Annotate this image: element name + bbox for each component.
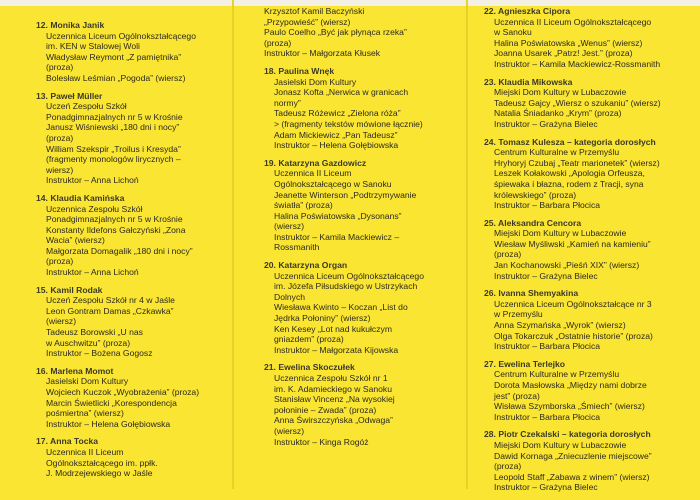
entry-line: wiersz) [46,164,74,175]
participant-entry [36,193,226,278]
entry-line: (wiersz) [274,425,305,436]
participant-entry [484,218,694,282]
entry-line: w Przemyślu [494,309,543,320]
entry-line: Ogólnokształcącego w Sanoku [274,178,392,189]
entry-line: Uczeń Zespołu Szkół [46,101,127,112]
entry-line: Instruktor – Grażyna Bielec [494,118,598,129]
participant-entry [36,366,226,430]
entry-line: (proza) [494,249,522,260]
entry-line: Leopold Staff „Zabawa z winem” (wiersz) [494,471,650,482]
entry-line: (fragmenty monologów lirycznych – [46,154,181,165]
entry-line: Bolesław Leśmian „Pogoda” (wiersz) [46,72,186,83]
participant-entry [484,6,694,70]
participant-heading: 15. Kamil Rodak [36,284,103,295]
entry-line: Adam Mickiewicz „Pan Tadeusz” [274,129,398,140]
participant-heading: 23. Klaudia Mikowska [484,76,573,87]
entry-line: Ponadgimnazjalnych nr 5 w Krośnie [46,111,183,122]
entry-line: Miejski Dom Kultury w Lubaczowie [494,439,627,450]
participant-entry [264,158,459,253]
entry-line: Instruktor – Helena Gołębiowska [274,140,399,151]
entry-line: Leon Gontram Damas „Czkawka” [46,305,174,316]
entry-line: Jasielski Dom Kultury [274,76,357,87]
participant-entry [36,285,226,359]
entry-line: Małgorzata Domagalik „180 dni i nocy” [46,245,193,256]
entry-line: (proza) [264,37,292,48]
entry-line: Tadeusz Różewicz „Zielona róża” [274,108,401,119]
entry-line: jest” (proza) [494,390,540,401]
entry-line: Uczennica II Liceum [274,168,352,179]
entry-line: śpiewaka i błazna, rodem z Tracji, syna [494,178,644,189]
entry-line: Krzysztof Kamil Baczyński [264,6,365,16]
entry-line: Tadeusz Borowski „U nas [46,327,143,338]
entry-line: Instruktor – Grażyna Bielec [494,270,598,281]
entry-line: połoninie – Zwada” (proza) [274,404,377,415]
entry-line: Natalia Śniadanko „Krym” (proza) [494,108,622,119]
participant-heading: 22. Agnieszka Cipora [484,6,571,16]
entry-line: Ken Kesey „Lot nad kukułczym [274,323,392,334]
entry-line: Marcin Świetlicki „Korespondencja [46,397,177,408]
entry-line: William Szekspir „Troilus i Kresyda” [46,143,181,154]
entry-line: Władysław Reymont „Z pamiętnika” [46,51,182,62]
participant-heading: 12. Monika Janik [36,20,105,30]
entry-line: Leszek Kołakowski „Apologia Orfeusza, [494,168,645,179]
entry-line: Uczennica Zespołu Szkół nr 1 [274,373,388,383]
entry-line: Wisława Szymborska „Śmiech” (wiersz) [494,401,645,412]
entry-line: Centrum Kulturalne w Przemyślu [494,369,620,380]
entry-line: im. Józefa Piłsudskiego w Ustrzykach [274,281,418,292]
fold-line-right [466,0,468,489]
participant-heading: 24. Tomasz Kulesza – kategoria dorosłych [484,136,656,147]
entry-line: Ponadgimnazjalnych nr 5 w Krośnie [46,214,183,225]
participant-heading: 25. Aleksandra Cencora [484,217,582,228]
entry-line: Wiesława Kwinto – Koczan „List do [274,302,408,313]
entry-line: (proza) [46,62,74,73]
entry-line: Konstanty Ildefons Gałczyński „Zona [46,224,186,235]
entry-line: (proza) [46,132,74,143]
entry-line: Instruktor – Grażyna Bielec [494,482,598,493]
participant-heading: 28. Piotr Czekalski – kategoria dorosłych [484,429,651,440]
entry-line: Uczennica Zespołu Szkół [46,203,143,214]
entry-line: w Auschwitzu” (proza) [46,337,131,348]
fold-line-left [232,0,234,489]
entry-line: Halina Poświatowska „Wenus” (wiersz) [494,37,643,48]
entry-line: Wiesław Myśliwski „Kamień na kamieniu” [494,238,651,249]
entry-line: Instruktor – Kinga Rogóż [274,436,369,447]
entry-line: Anna Świrszczyńska „Odwaga” [274,415,393,426]
entry-line: Wojciech Kuczok „Wyobrażenia” (proza) [46,387,200,397]
participant-entry [36,436,226,478]
entry-line: Jonasz Kofta „Nerwica w granicach [274,87,409,98]
entry-line: Ogólnokształcącego im. ppłk. [46,457,158,468]
entry-line: „Przypowieść” (wiersz) [264,16,351,27]
entry-line: im. K. Adamieckiego w Sanoku [274,383,392,394]
entry-line: światła” (proza) [274,200,333,211]
participant-entry [264,6,459,59]
entry-line: Instruktor – Barbara Płocica [494,341,601,352]
entry-line: Uczennica II Liceum [46,446,124,457]
entry-line: w Sanoku [494,27,532,38]
participant-entry [484,359,694,423]
entry-line: Dawid Kornaga „Zniecuzlenie miejscowe” [494,450,652,461]
participant-heading: 18. Paulina Wnęk [264,65,335,76]
entry-line: Joanna Usarek „Patrz! Jest.” (proza) [494,48,633,59]
participant-heading: 13. Paweł Müller [36,90,103,101]
entry-line: Jeanette Winterson „Podtrzymywanie [274,189,417,200]
participant-heading: 21. Ewelina Skoczułek [264,362,355,373]
entry-line: Uczennica II Liceum Ogólnokształcącego [494,16,652,27]
participant-entry [484,77,694,130]
participant-heading: 16. Marlena Momot [36,365,114,376]
entry-line: Halina Poświatowska „Dysonans” [274,210,402,221]
entry-line: Uczennica Liceum Ogólnokształcącego [274,270,424,281]
column-middle [264,6,459,454]
entry-line: Jasielski Dom Kultury [46,376,129,387]
entry-line: (proza) [46,256,74,267]
entry-line: gniazdem” (proza) [274,334,344,345]
participant-heading: 14. Klaudia Kamińska [36,192,125,203]
entry-line: Centrum Kulturalne w Przemyślu [494,147,620,158]
entry-line: Instruktor – Barbara Płocica [494,411,601,422]
entry-line: (wiersz) [46,316,77,327]
entry-line: Olga Tokarczuk „Ostatnie historie” (proza) [494,330,653,341]
entry-line: Miejski Dom Kultury w Lubaczowie [494,87,627,98]
entry-line: pośmiertna” (wiersz) [46,408,124,419]
entry-line: Janusz Wiśniewski „180 dni i nocy” [46,122,180,133]
entry-line: Hryhoryj Czubaj „Teatr marionetek” (wiersz) [494,157,660,168]
entry-line: Paulo Coelho „Być jak płynąca rzeka” [264,27,407,38]
entry-line: > (fragmenty tekstów mówione łącznie) [274,118,423,129]
participant-heading: 19. Katarzyna Gazdowicz [264,157,367,168]
entry-line: Wacia” (wiersz) [46,235,105,246]
participant-entry [484,137,694,211]
entry-line: im. KEN w Stalowej Woli [46,41,140,52]
participant-entry [484,288,694,352]
participant-entry [36,20,226,84]
entry-line: Miejski Dom Kultury w Lubaczowie [494,228,627,239]
column-right [484,6,694,500]
entry-line: Jędrka Połoniny” (wiersz) [274,313,371,324]
entry-line: Instruktor – Kamila Mackiewicz – [274,231,400,242]
entry-line: Dolnych [274,291,306,302]
entry-line: Uczennica Liceum Ogólnokształcące nr 3 [494,298,652,309]
column-left [36,20,226,486]
participant-entry [264,66,459,151]
entry-line: Jan Kochanowski „Pieśń XIX” (wiersz) [494,260,640,271]
entry-line: Instruktor – Anna Lichoń [46,267,139,278]
participant-heading: 20. Katarzyna Organ [264,260,348,271]
entry-line: Rossmanith [274,242,320,253]
participant-entry [484,429,694,493]
entry-line: Tadeusz Gajcy „Wiersz o szukaniu” (wiersz) [494,97,661,108]
participant-heading: 27. Ewelina Terlejko [484,358,566,369]
entry-line: królewskiego” (proza) [494,189,577,200]
entry-line: Dorota Masłowska „Między nami dobrze [494,380,647,390]
participant-heading: 26. Ivanna Shemyakina [484,288,579,299]
participant-entry [264,260,459,355]
entry-line: Instruktor – Barbara Płocica [494,200,601,211]
entry-line: Uczennica Liceum Ogólnokształcącego [46,30,196,41]
entry-line: Instruktor – Anna Lichoń [46,175,139,186]
entry-line: Instruktor – Helena Gołębiowska [46,418,171,429]
participant-heading: 17. Anna Tocka [36,436,99,447]
entry-line: (proza) [494,461,522,472]
entry-line: normy” [274,97,301,108]
entry-line: Instruktor – Bożena Gogosz [46,348,153,359]
entry-line: J. Modrzejewskiego w Jaśle [46,468,153,479]
entry-line: Anna Szymańska „Wyrok” (wiersz) [494,320,626,331]
entry-line: Instruktor – Małgorzata Kijowska [274,344,399,355]
entry-line: Instruktor – Małgorzata Kłusek [264,48,381,59]
entry-line: Stanisław Vincenz „Na wysokiej [274,394,395,405]
participant-entry [36,91,226,186]
participant-entry [264,362,459,447]
entry-line: (wiersz) [274,221,305,232]
entry-line: Instruktor – Kamila Mackiewicz-Rossmanith [494,58,661,69]
entry-line: Uczeń Zespołu Szkół nr 4 w Jaśle [46,295,175,306]
